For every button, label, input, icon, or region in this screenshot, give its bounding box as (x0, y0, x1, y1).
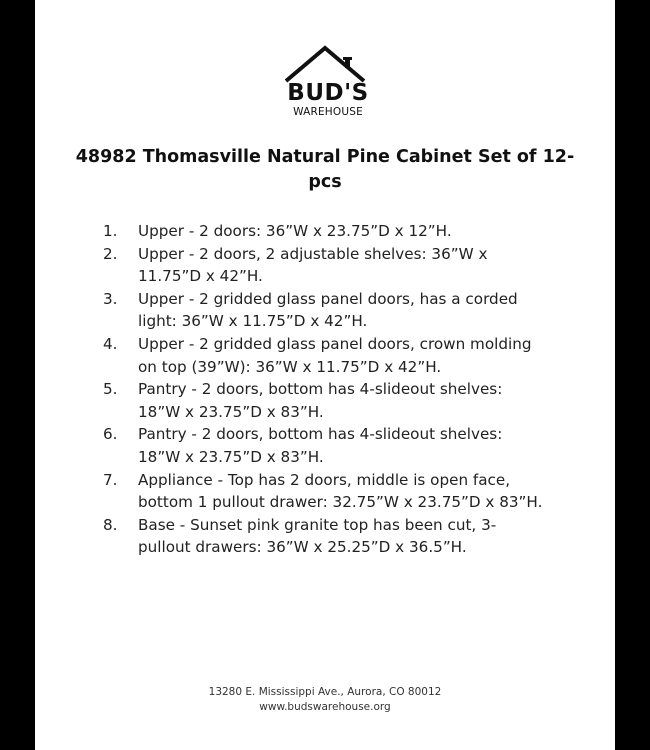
item-number: 2. (103, 244, 118, 263)
footer-website: www.budswarehouse.org (259, 701, 391, 713)
item-number: 5. (103, 380, 118, 399)
list-item (35, 423, 615, 468)
list-item (35, 469, 615, 514)
list-item (35, 243, 615, 288)
item-number: 8. (103, 515, 118, 534)
footer-address: 13280 E. Mississippi Ave., Aurora, CO 80012 (208, 686, 442, 698)
list-item (35, 333, 615, 378)
item-text: Upper - 2 doors, 2 adjustable shelves: 36”W x 11.75”D x 42”H. (138, 244, 488, 286)
item-number: 7. (103, 470, 118, 489)
item-text: Pantry - 2 doors, bottom has 4-slideout shelves: 18”W x 23.75”D x 83”H. (138, 425, 503, 466)
item-number: 1. (103, 222, 118, 240)
item-number: 6. (103, 425, 118, 444)
item-text: Upper - 2 doors: 36”W x 23.75”D x 12”H. (138, 222, 452, 240)
logo-name: BUD'S (287, 80, 369, 106)
item-text: Base - Sunset pink granite top has been cut, 3-pullout drawers: 36”W x 25.25”D x 36.5”H. (138, 515, 497, 557)
cabinet-list (35, 220, 615, 559)
item-number: 4. (103, 334, 118, 353)
footer (35, 685, 615, 715)
item-text: Pantry - 2 doors, bottom has 4-slideout shelves: 18”W x 23.75”D x 83”H. (138, 380, 503, 421)
item-text: Upper - 2 gridded glass panel doors, has a corded light: 36”W x 11.75”D x 42”H. (138, 289, 518, 331)
list-item (35, 514, 615, 559)
house-roof-icon (283, 44, 373, 84)
product-title: 48982 Thomasville Natural Pine Cabinet Set of 12-pcs (75, 147, 575, 192)
document-page (35, 0, 615, 750)
item-text: Upper - 2 gridded glass panel doors, crown molding on top (39”W): 36”W x 11.75”D x 42”H. (138, 334, 532, 376)
list-item (35, 378, 615, 423)
item-text: Appliance - Top has 2 doors, middle is open face, bottom 1 pullout drawer: 32.75”W x 23.75”D x 83”H. (138, 470, 543, 512)
logo-subtitle: WAREHOUSE (293, 106, 363, 118)
list-item (35, 288, 615, 333)
buds-warehouse-logo (283, 44, 373, 122)
item-number: 3. (103, 289, 118, 308)
list-item (35, 220, 615, 243)
